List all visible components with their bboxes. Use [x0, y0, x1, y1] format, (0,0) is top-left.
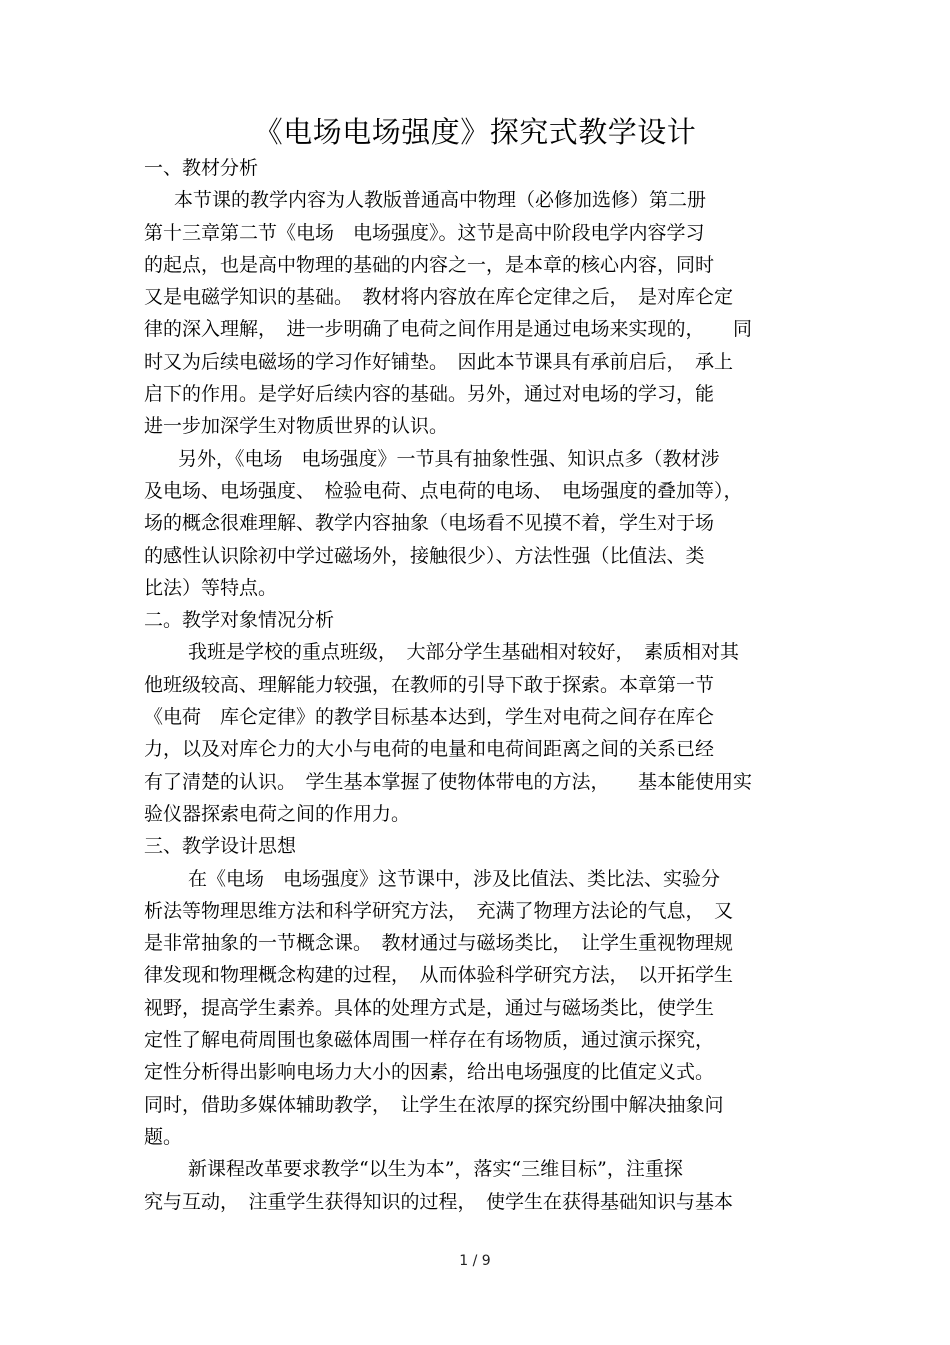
text-line: 比法）等特点。: [144, 576, 278, 599]
text-line: 律发现和物理概念构建的过程， 从而体验科学研究方法， 以开拓学生: [144, 964, 734, 987]
text-line: 的感性认识除初中学过磁场外，接触很少）、方法性强（比值法、类: [144, 544, 705, 567]
text-line: 题。: [144, 1125, 183, 1148]
text-line: 本节课的教学内容为人教版普通高中物理（必修加选修）第二册: [174, 189, 707, 212]
text-line: 《电荷 库仑定律》的教学目标基本达到，学生对电荷之间存在库仑: [144, 706, 715, 729]
text-line: 有了清楚的认识。 学生基本掌握了使物体带电的方法， 基本能使用实: [144, 770, 753, 793]
text-line: 析法等物理思维方法和科学研究方法， 充满了物理方法论的气息， 又: [144, 899, 734, 922]
text-line: 究与互动， 注重学生获得知识的过程， 使学生在获得基础知识与基本: [144, 1190, 734, 1213]
text-line: 及电场、电场强度、 检验电荷、点电荷的电场、 电场强度的叠加等），: [144, 479, 743, 502]
document-body: [144, 152, 814, 1218]
text-line: 时又为后续电磁场的学习作好铺垫。 因此本节课具有承前启后， 承上: [144, 350, 734, 373]
text-line: 我班是学校的重点班级， 大部分学生基础相对较好， 素质相对其: [188, 641, 740, 664]
text-line: 第十三章第二节《电场 电场强度》。这节是高中阶段电学内容学习: [144, 221, 705, 244]
page-number: 1 / 9: [459, 1253, 491, 1269]
text-line: 是非常抽象的一节概念课。 教材通过与磁场类比， 让学生重视物理规: [144, 932, 734, 955]
text-line: 进一步加深学生对物质世界的认识。: [144, 415, 449, 438]
text-line: 另外，《电场 电场强度》一节具有抽象性强、知识点多（教材涉: [178, 447, 720, 470]
text-line: 场的概念很难理解、教学内容抽象（电场看不见摸不着，学生对于场: [144, 512, 715, 535]
section-heading: 二。教学对象情况分析: [144, 609, 335, 632]
text-line: 验仪器探索电荷之间的作用力。: [144, 802, 411, 825]
section-heading: 三、教学设计思想: [144, 835, 297, 858]
text-line: 同时，借助多媒体辅助教学， 让学生在浓厚的探究纷围中解决抽象问: [144, 1093, 724, 1116]
section-heading: 一、教材分析: [144, 157, 259, 179]
text-line: 启下的作用。是学好后续内容的基础。另外，通过对电场的学习，能: [144, 383, 715, 406]
text-line: 定性分析得出影响电场力大小的因素，给出电场强度的比值定义式。: [144, 1061, 715, 1084]
text-line: 在《电场 电场强度》这节课中，涉及比值法、类比法、实验分: [188, 867, 721, 890]
text-line: 他班级较高、理解能力较强，在教师的引导下敢于探索。本章第一节: [144, 673, 715, 696]
text-line: 律的深入理解， 进一步明确了电荷之间作用是通过电场来实现的， 同: [144, 318, 753, 341]
document-title: 《电场电场强度》探究式教学设计: [253, 115, 697, 149]
text-line: 新课程改革要求教学“以生为本”，落实“三维目标”，注重探: [188, 1158, 683, 1181]
text-line: 的起点，也是高中物理的基础的内容之一，是本章的核心内容，同时: [144, 253, 715, 276]
text-line: 又是电磁学知识的基础。 教材将内容放在库仑定律之后， 是对库仑定: [144, 286, 734, 309]
text-line: 定性了解电荷周围也象磁体周围一样存在有场物质，通过演示探究，: [144, 1029, 715, 1052]
text-line: 力，以及对库仑力的大小与电荷的电量和电荷间距离之间的关系已经: [144, 738, 715, 761]
text-line: 视野，提高学生素养。具体的处理方式是，通过与磁场类比，使学生: [144, 996, 715, 1019]
